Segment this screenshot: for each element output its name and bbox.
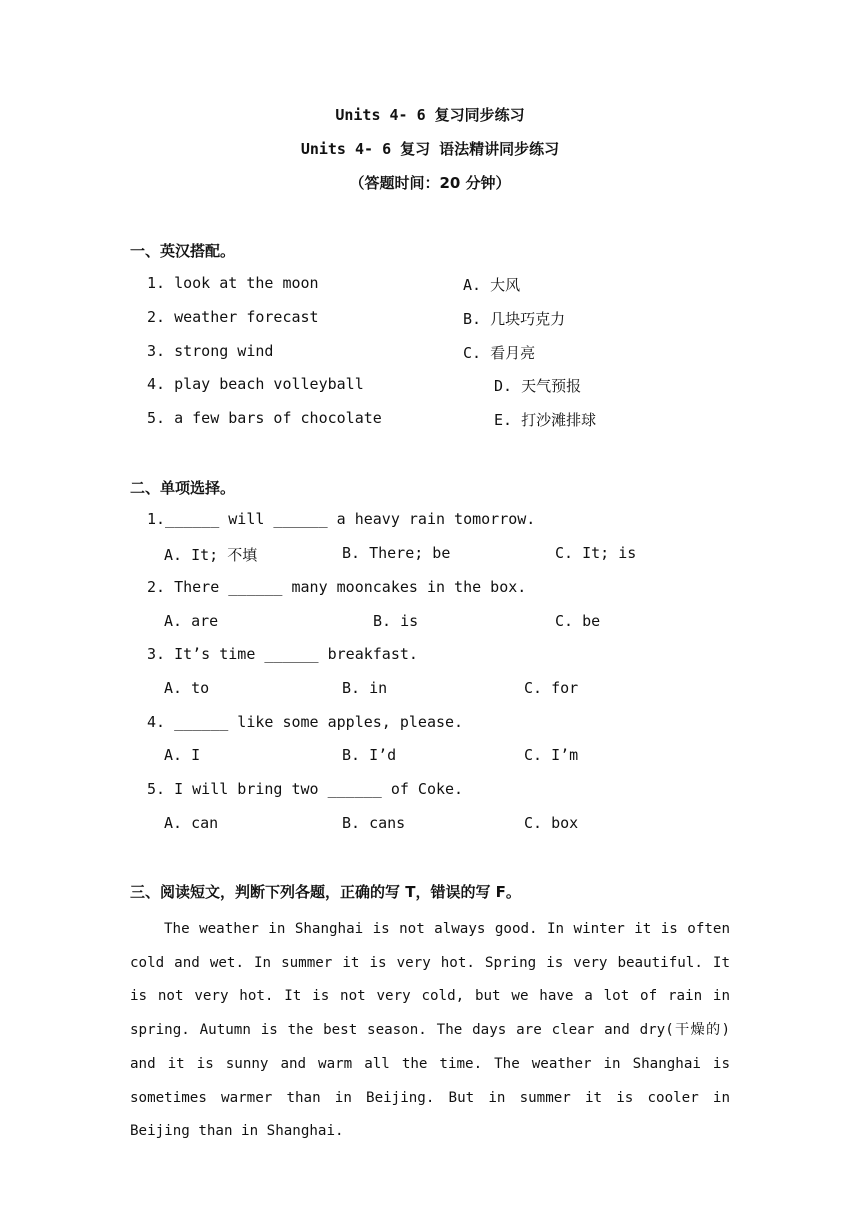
option-a: A. to [164,679,210,697]
match-chinese: C. 看月亮 [463,344,536,362]
option-b: B. I’d [342,746,397,764]
reading-passage: The weather in Shanghai is not always good. In winter it is often cold and wet. In summer it is very hot. Spring is very beautiful. It is not very hot. It is not very cold, but we have a lot of rain in spring. Autumn is the best season. The days are clear and dry(干燥的) and it is sunny and warm all the time. The weather in Shanghai is sometimes warmer than in Beijing. But in summer it is cooler in Beijing than in Shanghai. [130,921,730,1140]
option-b: B. is [373,612,419,630]
page-title: Units 4- 6 复习同步练习 [335,106,525,124]
section2-heading: 二、单项选择。 [130,479,236,497]
match-row [0,342,860,366]
match-english: 3. strong wind [147,342,274,360]
match-chinese: B. 几块巧克力 [463,310,566,328]
question-text: 3. It’s time ______ breakfast. [147,645,418,663]
option-a: A. are [164,612,219,630]
option-c: C. I’m [524,746,579,764]
page-subtitle: Units 4- 6 复习 语法精讲同步练习 [300,140,560,158]
match-english: 5. a few bars of chocolate [147,409,382,427]
time-note: （答题时间：20 分钟） [349,174,511,192]
question-text: 2. There ______ many mooncakes in the box. [147,578,527,596]
option-c: C. It; is [555,544,637,562]
question-text: 4. ______ like some apples, please. [147,713,464,731]
option-c: C. for [524,679,579,697]
option-b: B. There; be [342,544,451,562]
match-row [0,409,860,433]
question-text: 1.______ will ______ a heavy rain tomorrow. [147,510,536,528]
question-options [0,679,860,703]
match-row [0,308,860,332]
section1-heading: 一、英汉搭配。 [130,242,236,260]
question-options [0,746,860,770]
question-options [0,544,860,568]
option-c: C. box [524,814,579,832]
match-english: 4. play beach volleyball [147,375,364,393]
question-options [0,612,860,636]
option-b: B. in [342,679,388,697]
match-row [0,274,860,298]
match-chinese: A. 大风 [463,276,521,294]
option-a: A. It; 不填 [164,546,258,564]
match-english: 1. look at the moon [147,274,319,292]
option-a: A. I [164,746,201,764]
question-text: 5. I will bring two ______ of Coke. [147,780,464,798]
option-c: C. be [555,612,601,630]
match-row [0,375,860,399]
match-chinese: D. 天气预报 [494,377,582,395]
match-chinese: E. 打沙滩排球 [494,411,597,429]
match-english: 2. weather forecast [147,308,319,326]
option-a: A. can [164,814,219,832]
option-b: B. cans [342,814,406,832]
section3-heading: 三、阅读短文，判断下列各题，正确的写 T，错误的写 F。 [130,883,521,901]
question-options [0,814,860,838]
